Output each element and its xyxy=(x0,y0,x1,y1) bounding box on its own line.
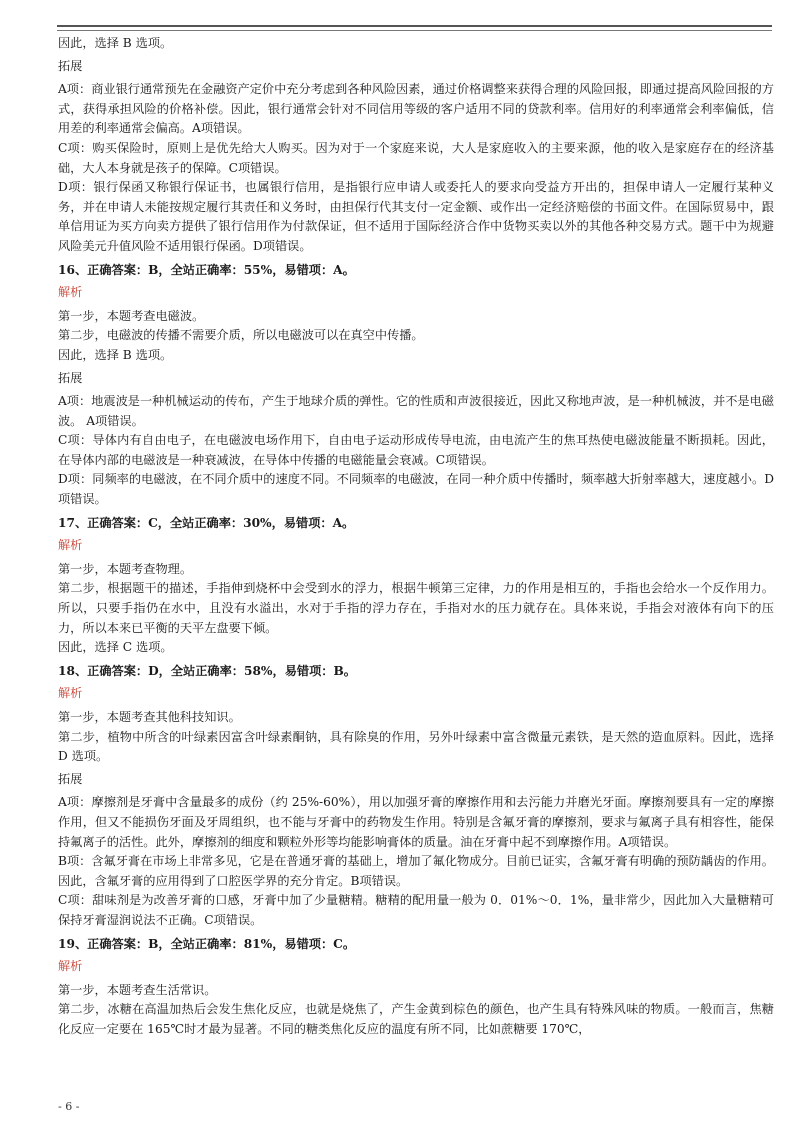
section-label-extension: 拓展 xyxy=(58,58,83,73)
paragraph: 第二步，电磁波的传播不需要介质，所以电磁波可以在真空中传播。 xyxy=(58,328,424,343)
answer-heading: 16、正确答案：B，全站正确率：55%，易错项：A。 xyxy=(58,262,355,277)
section-label-analysis: 解析 xyxy=(58,686,83,701)
document-body xyxy=(58,34,774,1040)
paragraph: C项：导体内有自由电子，在电磁波电场作用下，自由电子运动形成传导电流，由电流产生的焦耳热使电磁波能量不断损耗。因此，在导体内部的电磁波是一种衰减波，在导体中传播的电磁能量会衰减。C项错误。 xyxy=(58,433,774,467)
paragraph: 第一步，本题考查生活常识。 xyxy=(58,982,217,997)
paragraph: 第二步，冰糖在高温加热后会发生焦化反应，也就是烧焦了，产生金黄到棕色的颜色，也产生具有特殊风味的物质。一般而言，焦糖化反应一定要在 165℃时才最为显著。不同的糖类焦化反应的温度有所不同，比如蔗糖要 170℃， xyxy=(58,1002,774,1036)
paragraph: 第一步，本题考查电磁波。 xyxy=(58,308,205,323)
answer-heading: 18、正确答案：D，全站正确率：58%，易错项：B。 xyxy=(58,663,356,678)
paragraph: C项：甜味剂是为改善牙膏的口感，牙膏中加了少量糖精。糖精的配用量一般为 0．01%～0．1%，量非常少，因此加入大量糖精可保持牙膏湿润说法不正确。C项错误。 xyxy=(58,893,774,927)
section-label-analysis: 解析 xyxy=(58,538,83,553)
answer-heading: 17、正确答案：C，全站正确率：30%，易错项：A。 xyxy=(58,515,355,530)
paragraph: 第二步，植物中所含的叶绿素因富含叶绿素酮钠，具有除臭的作用，另外叶绿素中富含微量元素铁，是天然的造血原料。因此，选择 D 选项。 xyxy=(58,729,774,764)
paragraph: 因此，选择 B 选项。 xyxy=(58,36,173,50)
paragraph: A项：地震波是一种机械运动的传布，产生于地球介质的弹性。它的性质和声波很接近，因此又称地声波，是一种机械波，并不是电磁波。 A项错误。 xyxy=(58,394,774,428)
paragraph: 因此，选择 B 选项。 xyxy=(58,347,173,362)
paragraph: A项：摩擦剂是牙膏中含量最多的成份（约 25%-60%），用以加强牙膏的摩擦作用和去污能力并磨光牙面。摩擦剂要具有一定的摩擦作用，但又不能损伤牙面及牙周组织，也不能与牙膏中的药物发生作用。特别是含氟牙膏的摩擦剂，要求与氟离子具有相容性，能保持氟离子的活性。此外，摩擦剂的细度和颗粒外形等均能影响膏体的质量。油在牙膏中起不到摩擦作用。A项错误。 xyxy=(58,795,774,849)
page-number: - 6 - xyxy=(58,1100,80,1113)
paragraph: 第二步，根据题干的描述，手指伸到烧杯中会受到水的浮力，根据牛顿第三定律，力的作用是相互的，手指也会给水一个反作用力。所以，只要手指仍在水中，且没有水溢出，水对于手指的浮力存在，手指对水的压力就存在。具体来说，手指会对液体有向下的压力，所以本来已平衡的天平左盘要下倾。 xyxy=(58,581,774,635)
section-label-analysis: 解析 xyxy=(58,959,83,974)
paragraph: B项：含氟牙膏在市场上非常多见，它是在普通牙膏的基础上，增加了氟化物成分。目前已证实，含氟牙膏有明确的预防龋齿的作用。因此，含氟牙膏的应用得到了口腔医学界的充分肯定。B项错误。 xyxy=(58,854,774,888)
paragraph: A项：商业银行通常预先在金融资产定价中充分考虑到各种风险因素，通过价格调整来获得合理的风险回报，即通过提高风险回报的方式，获得承担风险的价格补偿。因此，银行通常会针对不同信用等级的客户适用不同的贷款利率。信用好的利率通常会利率偏低，信用差的利率通常会偏高。A项错误。 xyxy=(58,82,774,136)
paragraph: 因此，选择 C 选项。 xyxy=(58,640,173,655)
answer-heading: 19、正确答案：B，全站正确率：81%，易错项：C。 xyxy=(58,936,356,951)
header-rule-thin xyxy=(57,30,772,31)
section-label-extension: 拓展 xyxy=(58,370,83,385)
paragraph: D项：同频率的电磁波，在不同介质中的速度不同。不同频率的电磁波，在同一种介质中传播时，频率越大折射率越大，速度越小。D项错误。 xyxy=(58,472,774,507)
paragraph: C项：购买保险时，原则上是优先给大人购买。因为对于一个家庭来说，大人是家庭收入的主要来源，他的收入是家庭存在的经济基础，大人本身就是孩子的保障。C项错误。 xyxy=(58,140,774,175)
paragraph: 第一步，本题考查物理。 xyxy=(58,561,193,576)
section-label-extension: 拓展 xyxy=(58,771,83,786)
paragraph: D项：银行保函又称银行保证书，也属银行信用，是指银行应申请人或委托人的要求向受益方开出的，担保申请人一定履行某种义务，并在申请人未能按规定履行其责任和义务时，由担保行代其支付一定金额、或作出一定经济赔偿的书面文件。在国际贸易中，跟单信用证为买方向卖方提供了银行信用作为付款保证，但不适用于国际经济合作中货物买卖以外的其他各种交易方式。题干中为规避风险美元升值风险不适用银行保函。D项错误。 xyxy=(58,180,774,253)
section-label-analysis: 解析 xyxy=(58,285,83,300)
paragraph: 第一步，本题考查其他科技知识。 xyxy=(58,710,241,724)
header-rule-thick xyxy=(57,25,772,27)
